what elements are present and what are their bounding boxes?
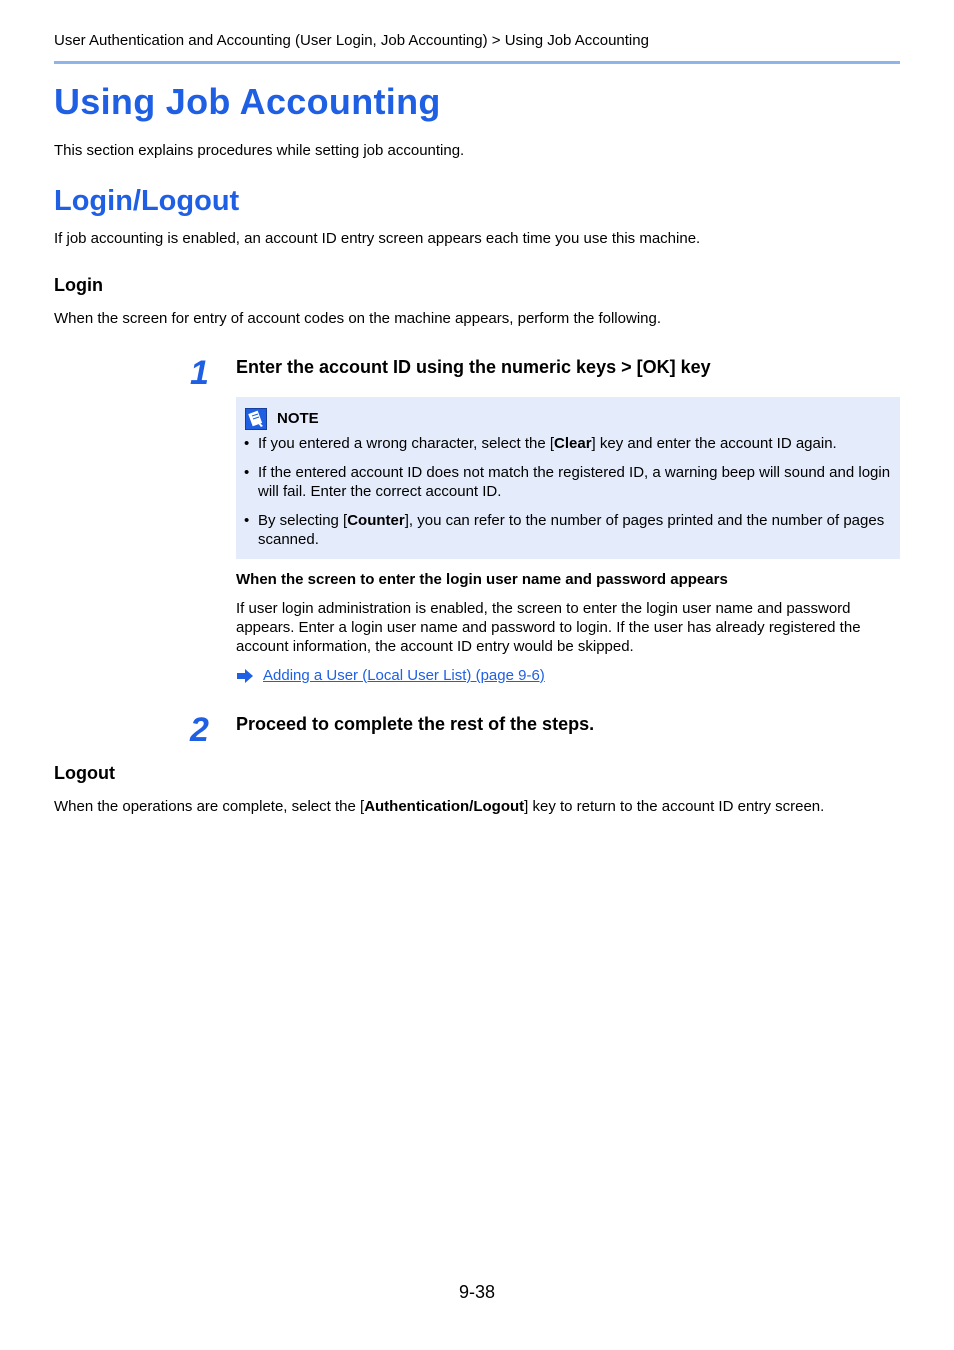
page-number: 9-38 bbox=[458, 1282, 496, 1302]
section-heading: Login/Logout bbox=[54, 185, 240, 217]
adding-user-link[interactable]: Adding a User (Local User List) (page 9-6) bbox=[263, 667, 545, 684]
breadcrumb: User Authentication and Accounting (User Login, Job Accounting) > Using Job Accounting bbox=[54, 32, 649, 49]
counter-key-label: Counter bbox=[347, 512, 405, 529]
page-title: Using Job Accounting bbox=[54, 81, 441, 122]
page-intro: This section explains procedures while setting job accounting. bbox=[54, 142, 465, 159]
login-sub-text: If user login administration is enabled, the screen to enter the login user name and password appears. Enter a login user name and password to login. If the user has already registered the account information, the account ID entry would be skipped. bbox=[236, 600, 861, 655]
section-intro: If job accounting is enabled, an account ID entry screen appears each time you use this machine. bbox=[54, 230, 701, 247]
step-2-number: 2 bbox=[190, 711, 209, 749]
logout-text: When the operations are complete, select the [Authentication/Logout] key to return to the account ID entry screen. bbox=[54, 798, 825, 815]
authentication-logout-key-label: Authentication/Logout bbox=[364, 798, 525, 815]
login-heading: Login bbox=[54, 275, 103, 295]
step-2-text: Proceed to complete the rest of the steps. bbox=[236, 714, 595, 734]
clear-key-label: Clear bbox=[554, 435, 592, 452]
note-icon bbox=[245, 408, 267, 430]
note-title: NOTE bbox=[277, 410, 319, 427]
login-subheading: When the screen to enter the login user name and password appears bbox=[236, 571, 728, 588]
step-1-number: 1 bbox=[190, 354, 209, 392]
arrow-right-icon bbox=[236, 669, 254, 688]
login-intro: When the screen for entry of account codes on the machine appears, perform the following. bbox=[54, 310, 662, 327]
header-divider bbox=[54, 61, 900, 64]
logout-heading: Logout bbox=[54, 763, 115, 783]
step-1-text: Enter the account ID using the numeric keys > [OK] key bbox=[236, 357, 711, 377]
